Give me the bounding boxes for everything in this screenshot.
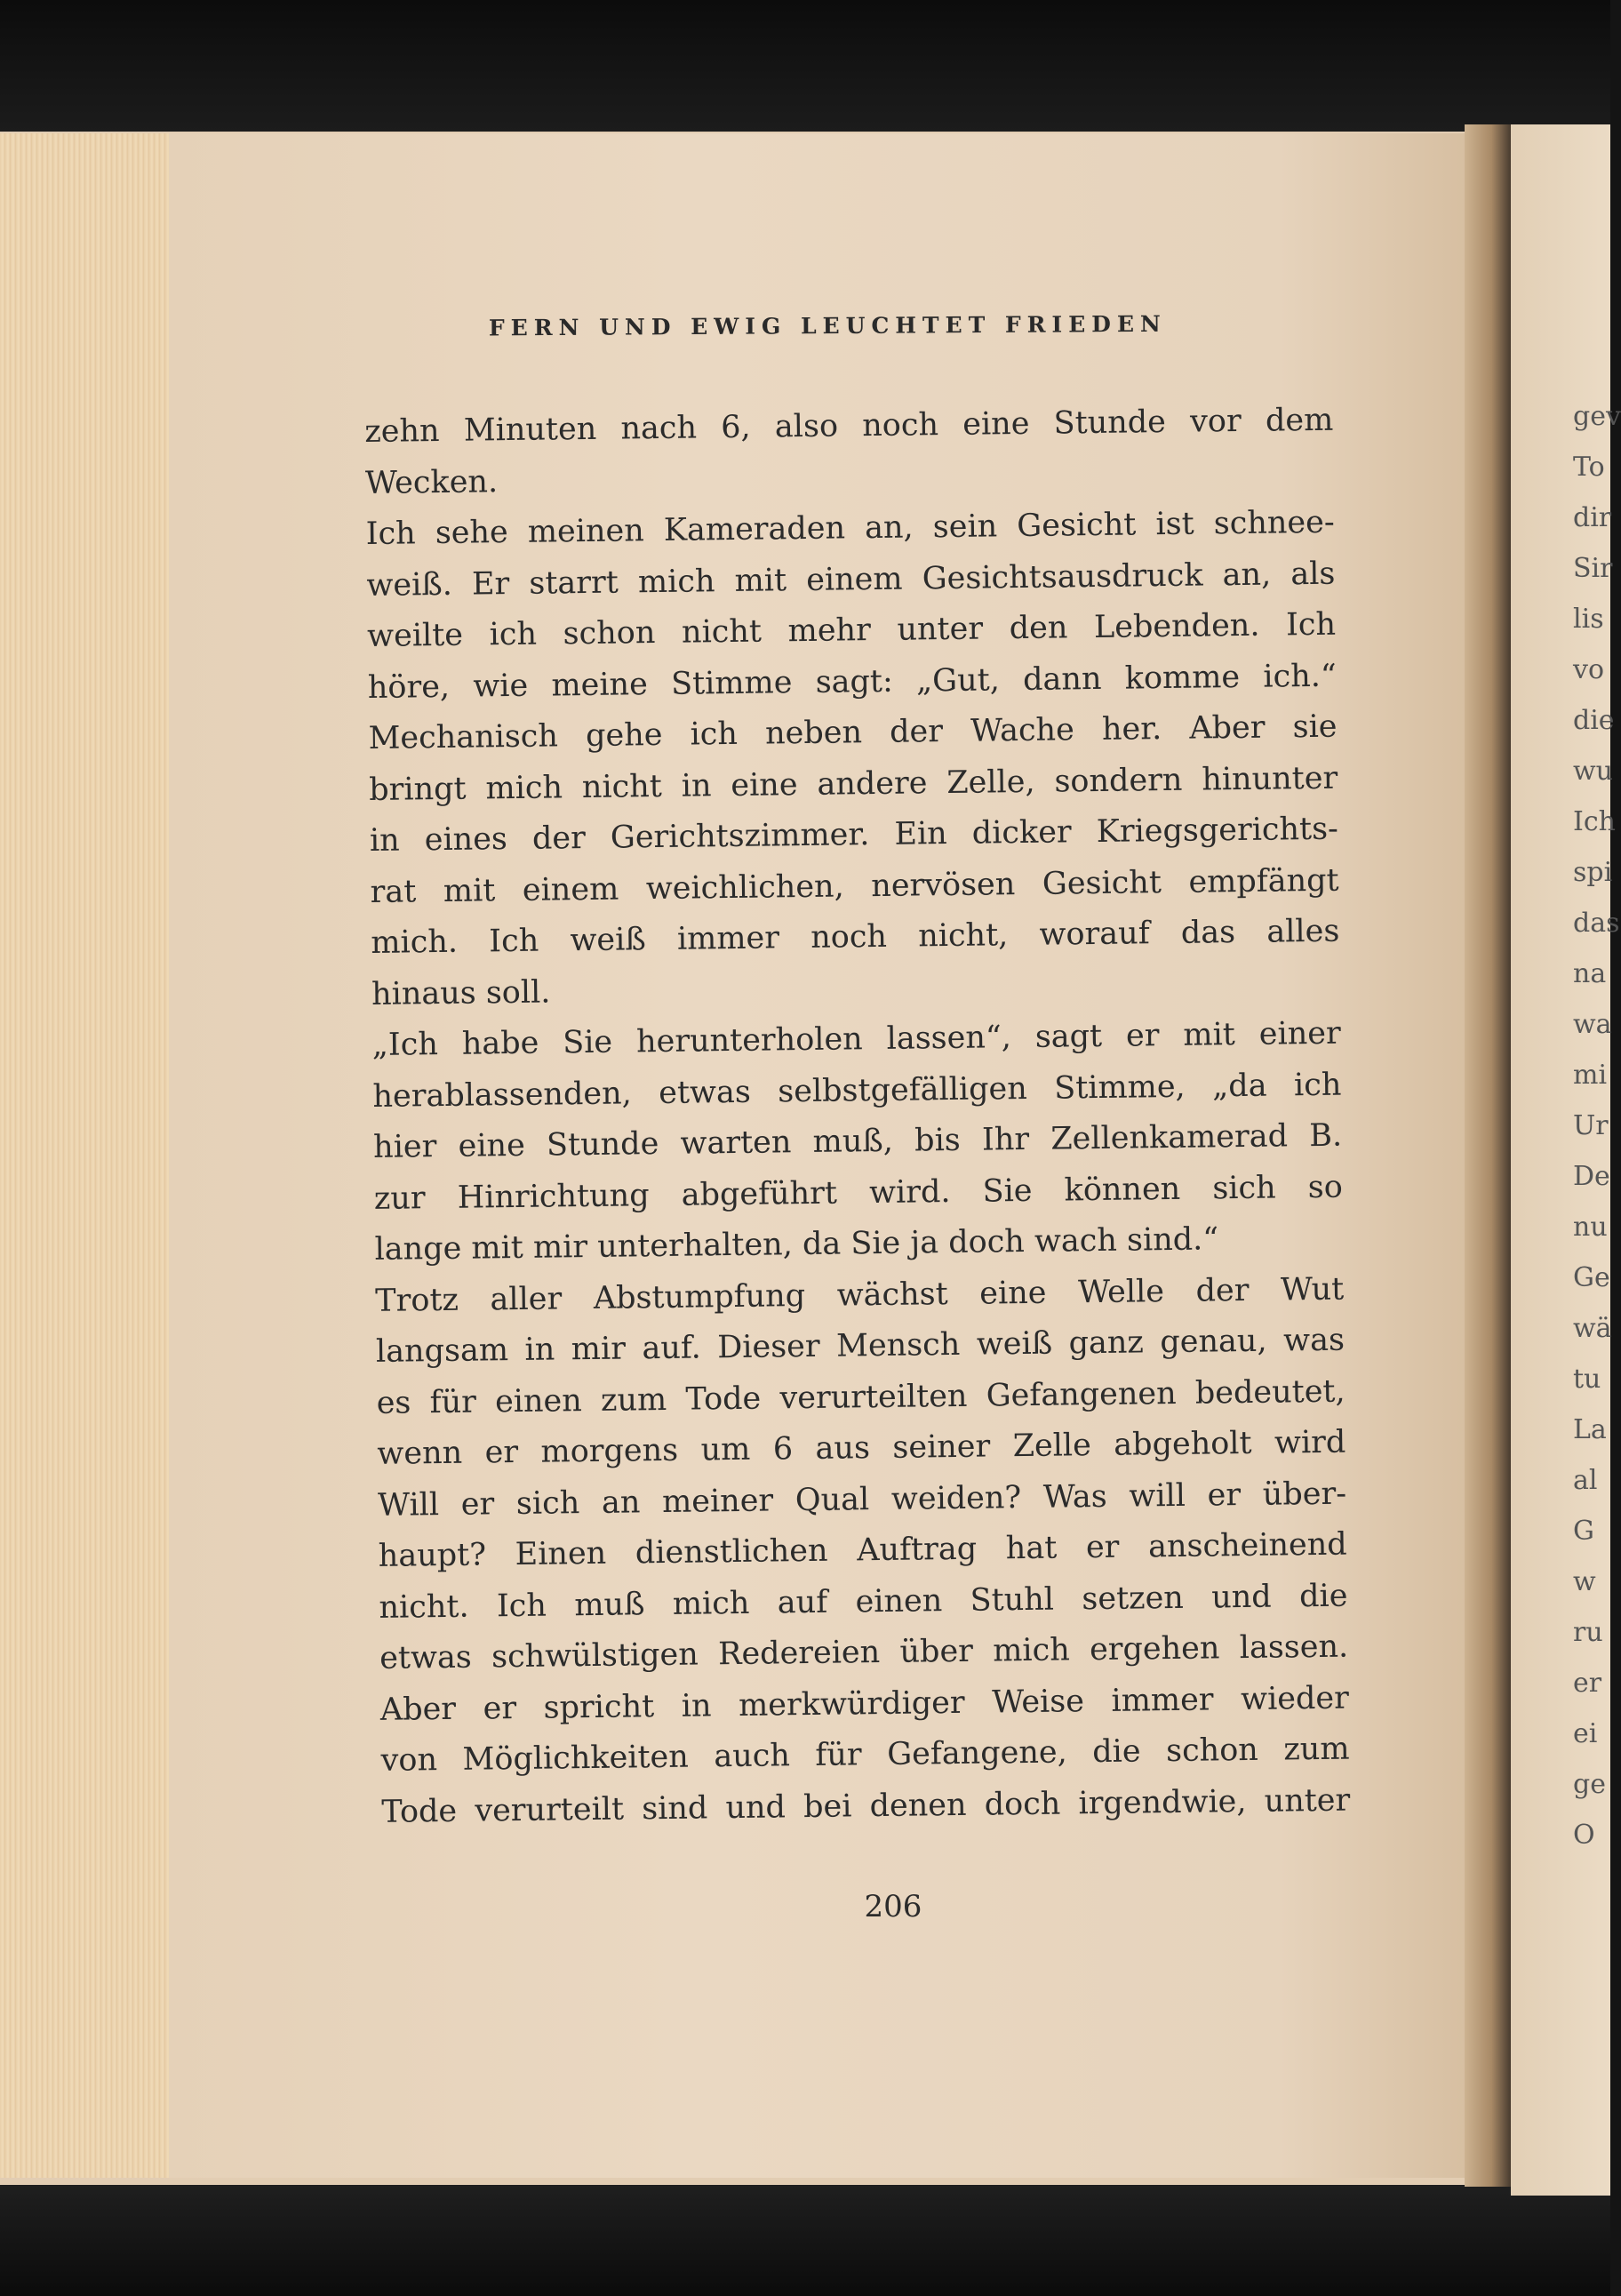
facing-page-fragment: na bbox=[1573, 958, 1607, 989]
running-head: FERN UND EWIG LEUCHTET FRIEDEN bbox=[488, 310, 1167, 341]
facing-page-fragment: die bbox=[1573, 705, 1615, 736]
facing-page-fragment: mi bbox=[1573, 1060, 1608, 1091]
facing-page-fragment: vo bbox=[1573, 654, 1605, 685]
text-line: rat mit einem weichlichen, nervösen Gesicht empfängt bbox=[370, 862, 1339, 910]
text-line: herablassenden, etwas selbstgefälligen Stimme, „da ich bbox=[372, 1067, 1342, 1115]
facing-page-fragment: La bbox=[1573, 1414, 1607, 1445]
facing-page-fragment: O bbox=[1573, 1820, 1595, 1851]
facing-page-fragment: al bbox=[1573, 1465, 1598, 1496]
text-line: weiß. Er starrt mich mit einem Gesichtsausdruck an, als bbox=[366, 556, 1336, 604]
facing-page-fragment: wä bbox=[1573, 1313, 1612, 1344]
page-number: 206 bbox=[864, 1889, 922, 1924]
text-line: lange mit mir unterhalten, da Sie ja doch wach sind.“ bbox=[374, 1221, 1219, 1268]
facing-page-fragment: De bbox=[1573, 1161, 1610, 1192]
text-line: mich. Ich weiß immer noch nicht, worauf das alles bbox=[371, 913, 1340, 961]
facing-page-fragment: ru bbox=[1573, 1617, 1603, 1648]
text-line: zur Hinrichtung abgeführt wird. Sie können sich so bbox=[373, 1169, 1344, 1217]
text-line: höre, wie meine Stimme sagt: „Gut, dann komme ich.“ bbox=[367, 658, 1338, 706]
text-line: Trotz aller Abstumpfung wächst eine Welle der Wut bbox=[375, 1271, 1345, 1319]
page-edges bbox=[0, 133, 169, 2178]
text-line: „Ich habe Sie herunterholen lassen“, sagt er mit einer bbox=[371, 1015, 1341, 1063]
facing-page-fragment: gev bbox=[1573, 401, 1621, 432]
facing-page-fragment: wu bbox=[1573, 756, 1613, 787]
text-line: weilte ich schon nicht mehr unter den Lebenden. Ich bbox=[366, 606, 1337, 654]
dark-background bbox=[0, 0, 1610, 142]
facing-page-fragment: Ur bbox=[1573, 1110, 1609, 1141]
book-gutter bbox=[1465, 124, 1513, 2187]
facing-page-text bbox=[1573, 391, 1621, 1860]
facing-page-fragment: er bbox=[1573, 1668, 1602, 1699]
facing-page-fragment: w bbox=[1573, 1566, 1596, 1597]
text-line: nicht. Ich muß mich auf einen Stuhl setzen und die bbox=[379, 1578, 1348, 1626]
text-line: Will er sich an meiner Qual weiden? Was will er über- bbox=[377, 1476, 1347, 1524]
text-line: zehn Minuten nach 6, also noch eine Stunde vor dem bbox=[364, 402, 1334, 450]
facing-page-fragment: wa bbox=[1573, 1009, 1612, 1040]
facing-page-fragment: das bbox=[1573, 908, 1620, 939]
text-line: Aber er spricht in merkwürdiger Weise immer wieder bbox=[379, 1680, 1350, 1728]
dark-background-bottom bbox=[0, 2169, 1610, 2296]
text-line: von Möglichkeiten auch für Gefangene, die schon zum bbox=[380, 1731, 1350, 1779]
text-line: bringt mich nicht in eine andere Zelle, sondern hinunter bbox=[369, 760, 1338, 808]
text-line: hinaus soll. bbox=[371, 973, 551, 1012]
text-line: Ich sehe meinen Kameraden an, sein Gesicht ist schnee- bbox=[365, 504, 1335, 552]
text-line: hier eine Stunde warten muß, bis Ihr Zellenkamerad B. bbox=[372, 1117, 1343, 1165]
facing-page-fragment: Ich bbox=[1573, 806, 1616, 837]
facing-page-fragment: G bbox=[1573, 1516, 1594, 1547]
facing-page-fragment: ei bbox=[1573, 1718, 1598, 1749]
facing-page-fragment: tu bbox=[1573, 1364, 1601, 1395]
facing-page-fragment: Sir bbox=[1573, 553, 1613, 584]
facing-page-fragment: Ge bbox=[1573, 1262, 1610, 1293]
text-line: wenn er morgens um 6 aus seiner Zelle abgeholt wird bbox=[377, 1424, 1346, 1472]
facing-page-fragment: To bbox=[1573, 452, 1605, 483]
facing-page-fragment: dir bbox=[1573, 502, 1612, 533]
text-line: es für einen zum Tode verurteilten Gefangenen bedeutet, bbox=[376, 1373, 1346, 1421]
text-line: haupt? Einen dienstlichen Auftrag hat er anscheinend bbox=[378, 1526, 1347, 1574]
text-line: in eines der Gerichtszimmer. Ein dicker Kriegsgerichts- bbox=[369, 811, 1339, 859]
body-text bbox=[364, 396, 1351, 1838]
text-line: etwas schwülstigen Redereien über mich ergehen lassen. bbox=[379, 1628, 1349, 1676]
facing-page-fragment: lis bbox=[1573, 604, 1604, 635]
facing-page-fragment: spi bbox=[1573, 857, 1613, 888]
text-line: Mechanisch gehe ich neben der Wache her. Aber sie bbox=[368, 708, 1338, 756]
text-line: Wecken. bbox=[364, 463, 499, 501]
facing-page-fragment: ge bbox=[1573, 1769, 1606, 1800]
facing-page-fragment: nu bbox=[1573, 1212, 1608, 1243]
text-line: Tode verurteilt sind und bei denen doch irgendwie, unter bbox=[381, 1782, 1351, 1830]
text-line: langsam in mir auf. Dieser Mensch weiß ganz genau, was bbox=[375, 1322, 1346, 1370]
